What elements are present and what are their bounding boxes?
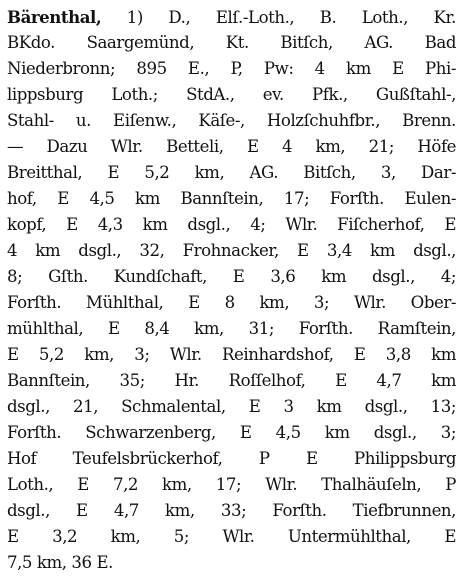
entry-line: Loth., E 7,2 km, 17; Wlr. Thalhäuſeln, P [7,475,456,494]
entry-line: — Dazu Wlr. Betteli, E 4 km, 21; Höfe [7,137,456,156]
entry-line: Hof Teufelsbrückerhof, P E Philippsburg [7,449,456,468]
entry-line: dsgl., 21, Schmalental, E 3 km dsgl., 13; [7,397,456,416]
entry-line: Forſth. Schwarzenberg, E 4,5 km dsgl., 3; [7,423,456,442]
gazetteer-entry [7,4,456,576]
entry-line: hof, E 4,5 km Bannſtein, 17; Forſth. Eulen- [7,189,456,208]
entry-line: Niederbronn; 895 E., P, Pw: 4 km E Phi- [7,59,456,78]
entry-line: BKdo. Saargemünd, Kt. Bitſch, AG. Bad [7,33,456,52]
entry-line: 8; Gſth. Kundſchaft, E 3,6 km dsgl., 4; [7,267,456,286]
entry-line: 7,5 km, 36 E. [7,553,113,572]
entry-line: E 5,2 km, 3; Wlr. Reinhardshof, E 3,8 km [7,345,456,364]
entry-line: lippsburg Loth.; StdA., ev. Pfk., Gußſtahl-, [7,85,456,104]
entry-line: mühlthal, E 8,4 km, 31; Forſth. Ramſtein, [7,319,456,338]
entry-line: dsgl., E 4,7 km, 33; Forſth. Tiefbrunnen, [7,501,456,520]
entry-line: Bannſtein, 35; Hr. Roſſelhof, E 4,7 km [7,371,456,390]
entry-line: kopf, E 4,3 km dsgl., 4; Wlr. Fiſcherhof, E [7,215,456,234]
entry-line: Breitthal, E 5,2 km, AG. Bitſch, 3, Dar- [7,163,456,182]
entry-headword: Bärenthal, [7,7,102,27]
entry-line: 4 km dsgl., 32, Frohnacker, E 3,4 km dsgl., [7,241,456,260]
entry-line-text: 1) D., Elſ.-Loth., B. Loth., Kr. [101,8,456,27]
entry-line: E 3,2 km, 5; Wlr. Untermühlthal, E [7,527,456,546]
entry-line: Forſth. Mühlthal, E 8 km, 3; Wlr. Ober- [7,293,456,312]
entry-line: Stahl- u. Eiſenw., Käſe-, Holzſchuhfbr., Brenn. [7,111,456,130]
entry-line [7,4,456,30]
